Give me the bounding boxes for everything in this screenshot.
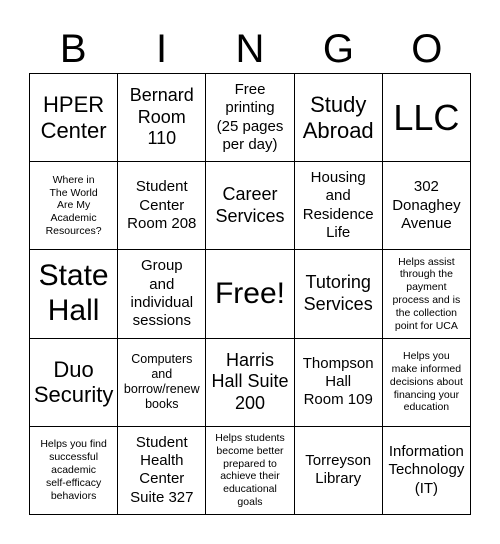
bingo-cell-b4[interactable]: [30, 339, 118, 427]
bingo-cell-o5[interactable]: [383, 427, 471, 515]
cell-text: Helps assist through the payment process and is the collection point for UCA: [392, 255, 461, 332]
header-letter-o: O: [411, 27, 443, 71]
cell-text: Where in The World Are My Academic Resources?: [45, 173, 102, 237]
bingo-board: [29, 73, 471, 515]
cell-text: Harris Hall Suite 200: [211, 349, 289, 413]
bingo-cell-n2[interactable]: [206, 162, 294, 250]
bingo-header: [29, 24, 471, 74]
cell-text: LLC: [393, 96, 460, 138]
cell-text: HPER Center: [40, 92, 107, 143]
cell-text: Study Abroad: [302, 92, 374, 143]
bingo-cell-b5[interactable]: [30, 427, 118, 515]
cell-text: State Hall: [38, 259, 109, 327]
header-letter-n: N: [235, 27, 265, 71]
bingo-cell-b3[interactable]: [30, 250, 118, 338]
cell-text: Bernard Room 110: [129, 85, 194, 149]
cell-text: 302 Donaghey Avenue: [392, 178, 461, 232]
bingo-cell-g2[interactable]: [295, 162, 383, 250]
bingo-cell-i4[interactable]: [118, 339, 206, 427]
cell-text: Duo Security: [33, 356, 114, 408]
bingo-cell-g3[interactable]: [295, 250, 383, 338]
bingo-cell-g1[interactable]: [295, 74, 383, 162]
cell-text: Student Health Center Suite 327: [130, 433, 194, 506]
cell-text: Torreyson Library: [305, 452, 372, 488]
bingo-cell-n1[interactable]: [206, 74, 294, 162]
cell-text: Career Services: [215, 184, 285, 226]
cell-text: Information Technology (IT): [388, 442, 465, 497]
cell-text: Helps you find successful academic self-efficacy behaviors: [40, 438, 107, 502]
bingo-cell-o2[interactable]: [383, 162, 471, 250]
bingo-cell-n4[interactable]: [206, 339, 294, 427]
header-letter-i: I: [156, 27, 168, 71]
free-space: Free!: [214, 276, 285, 310]
cell-text: Helps you make informed decisions about financing your education: [389, 350, 463, 414]
cell-text: Group and individual sessions: [130, 257, 194, 330]
bingo-cell-i1[interactable]: [118, 74, 206, 162]
cell-text: Housing and Residence Life: [302, 169, 374, 242]
bingo-cell-b2[interactable]: [30, 162, 118, 250]
header-letter-g: G: [322, 27, 354, 71]
bingo-cell-g5[interactable]: [295, 427, 383, 515]
bingo-cell-i5[interactable]: [118, 427, 206, 515]
bingo-cell-g4[interactable]: [295, 339, 383, 427]
bingo-cell-i2[interactable]: [118, 162, 206, 250]
bingo-cell-b1[interactable]: [30, 74, 118, 162]
bingo-cell-i3[interactable]: [118, 250, 206, 338]
bingo-cell-n3[interactable]: [206, 250, 294, 338]
bingo-cell-n5[interactable]: [206, 427, 294, 515]
bingo-cell-o4[interactable]: [383, 339, 471, 427]
bingo-cell-o3[interactable]: [383, 250, 471, 338]
cell-text: Helps students become better prepared to achieve their educational goals: [215, 432, 285, 508]
cell-text: Free printing (25 pages per day): [216, 81, 284, 153]
cell-text: Student Center Room 208: [127, 178, 197, 232]
cell-text: Tutoring Services: [303, 272, 373, 314]
cell-text: Computers and borrow/renew books: [123, 351, 200, 412]
cell-text: Thompson Hall Room 109: [302, 354, 374, 409]
bingo-cell-o1[interactable]: [383, 74, 471, 162]
header-letter-b: B: [59, 27, 87, 71]
